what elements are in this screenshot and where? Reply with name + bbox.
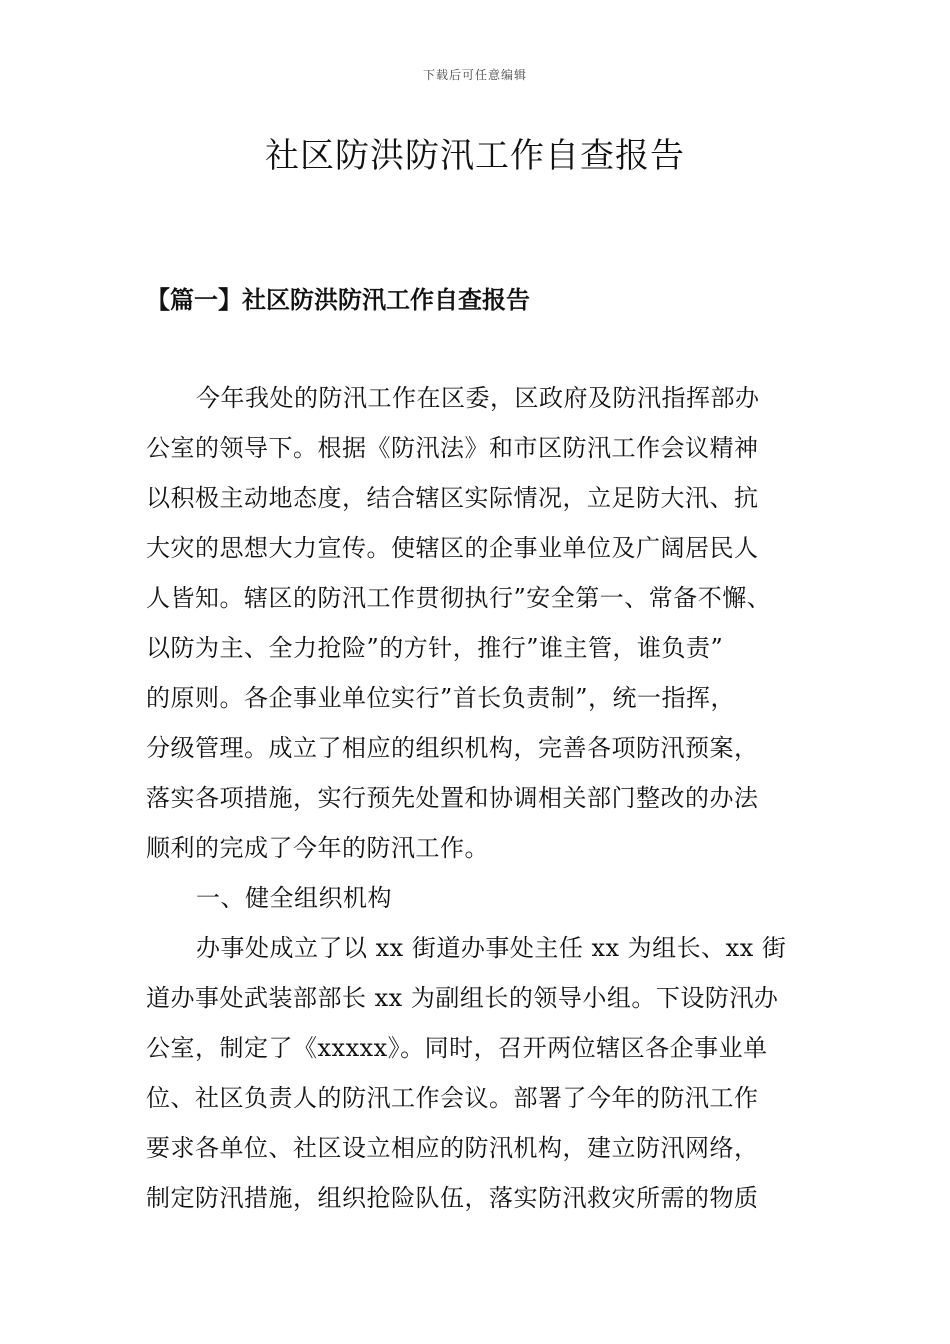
body-line: 落实各项措施，实行预先处置和协调相关部门整改的办法: [146, 784, 759, 812]
body-line: 道办事处武装部部长 xx 为副组长的领导小组。下设防汛办: [146, 984, 779, 1012]
body-line: 顺利的完成了今年的防汛工作。: [146, 834, 489, 862]
body-line: 以积极主动地态度，结合辖区实际情况，立足防大汛、抗: [146, 484, 759, 512]
body-line: 位、社区负责人的防汛工作会议。部署了今年的防汛工作: [146, 1084, 759, 1112]
body-line: 要求各单位、社区设立相应的防汛机构，建立防汛网络，: [146, 1134, 759, 1162]
body-line: 分级管理。成立了相应的组织机构，完善各项防汛预案，: [146, 734, 759, 762]
body-line: 的原则。各企事业单位实行”首长负责制”，统一指挥，: [146, 684, 736, 712]
body-line: 公室，制定了《xxxxx》。同时，召开两位辖区各企事业单: [146, 1034, 768, 1062]
body-line: 大灾的思想大力宣传。使辖区的企事业单位及广阔居民人: [146, 534, 759, 562]
body-line: 公室的领导下。根据《防汛法》和市区防汛工作会议精神: [146, 434, 759, 462]
subsection-heading: 一、健全组织机构: [196, 884, 392, 912]
body-line: 办事处成立了以 xx 街道办事处主任 xx 为组长、xx 街: [196, 934, 787, 962]
body-text: [146, 380, 826, 1230]
body-line: 今年我处的防汛工作在区委，区政府及防汛指挥部办: [196, 384, 760, 412]
header-note: 下载后可任意编辑: [422, 68, 527, 82]
section-heading: 【篇一】社区防洪防汛工作自查报告: [146, 285, 530, 314]
body-line: 人皆知。辖区的防汛工作贯彻执行”安全第一、常备不懈、: [146, 584, 772, 612]
body-line: 以防为主、全力抢险”的方针，推行”谁主管，谁负责”: [146, 634, 724, 662]
document-title: 社区防洪防汛工作自查报告: [265, 136, 685, 176]
body-line: 制定防汛措施，组织抢险队伍，落实防汛救灾所需的物质: [146, 1184, 759, 1212]
